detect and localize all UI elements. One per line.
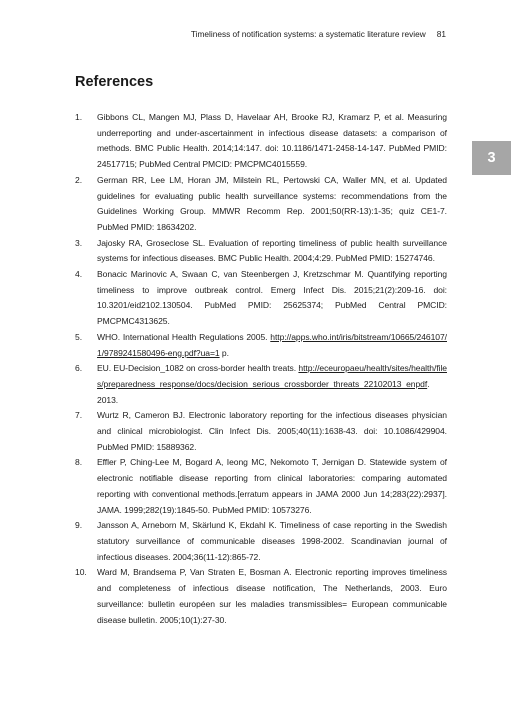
reference-item bbox=[75, 267, 447, 330]
reference-item bbox=[75, 455, 447, 518]
reference-text: Bonacic Marinovic A, Swaan C, van Steenbergen J, Kretzschmar M. Quantifying reporting timeliness to improve outbreak control. Emerg Infect Dis. 2015;21(2):209-16. doi: 10.3201/eid2102.130504. PubMed PMID: 25625374; PubMed Central PMCID: PMCPMC4313625. bbox=[97, 269, 447, 327]
page-number: 81 bbox=[436, 29, 446, 39]
reference-text: Wurtz R, Cameron BJ. Electronic laboratory reporting for the infectious diseases physician and clinical microbiologist. Clin Infect Dis. 2005;40(11):1638-43. doi: 10.1086/429904. PubMed PMID: 15889362. bbox=[97, 410, 447, 452]
reference-text: Jansson A, Arneborn M, Skärlund K, Ekdahl K. Timeliness of case reporting in the Swedish statutory surveillance of communicable diseases 1998-2002. Scandinavian journal of infectious diseases. 2004;36(11-12):865-72. bbox=[97, 520, 447, 562]
reference-tail: . 2013. bbox=[97, 378, 430, 405]
reference-number: 2. bbox=[75, 174, 83, 185]
reference-number: 7. bbox=[75, 410, 83, 421]
reference-number: 4. bbox=[75, 269, 83, 280]
reference-text: Jajosky RA, Groseclose SL. Evaluation of reporting timeliness of public health surveillance systems for infectious diseases. BMC Public Health. 2004;4:29. PubMed PMID: 15274746. bbox=[97, 237, 447, 264]
reference-item bbox=[75, 565, 447, 628]
reference-item bbox=[75, 361, 447, 408]
reference-text: Ward M, Brandsema P, Van Straten E, Bosman A. Electronic reporting improves timeliness and completeness of infectious disease notification, The Netherlands, 2003. Euro surveillance: bulletin européen sur les maladies transmissibles= European communicable disease bulletin. 2005;10(1):27-30. bbox=[97, 567, 447, 625]
running-head bbox=[160, 29, 446, 39]
reference-number: 8. bbox=[75, 457, 83, 468]
reference-tail: p. bbox=[219, 347, 229, 358]
reference-number: 3. bbox=[75, 237, 83, 248]
reference-text: German RR, Lee LM, Horan JM, Milstein RL, Pertowski CA, Waller MN, et al. Updated guidelines for evaluating public health surveillance systems: recommendations from the Guidelines Working Group. MMWR Recomm Rep. 2001;50(RR-13):1-35; quiz CE1-7. PubMed PMID: 18634202. bbox=[97, 174, 447, 232]
reference-text: Effler P, Ching-Lee M, Bogard A, Ieong MC, Nekomoto T, Jernigan D. Statewide system of electronic notifiable disease reporting from clinical laboratories: comparing automated reporting with conventional methods.[erratum appears in JAMA 2000 Jun 14;283(22):2937]. JAMA. 1999;282(19):1845-50. PubMed PMID: 10573276. bbox=[97, 457, 447, 515]
reference-link[interactable]: http://apps.who.int/iris/bitstream/10665/246107/1/9789241580496-eng.pdf?ua=1 bbox=[97, 331, 447, 358]
reference-item bbox=[75, 408, 447, 455]
reference-item bbox=[75, 236, 447, 267]
reference-number: 5. bbox=[75, 331, 83, 342]
chapter-tab: 3 bbox=[472, 141, 511, 175]
reference-item bbox=[75, 110, 447, 173]
reference-text: WHO. International Health Regulations 2005. bbox=[97, 331, 271, 342]
reference-item bbox=[75, 330, 447, 361]
running-head-title: Timeliness of notification systems: a systematic literature review bbox=[190, 29, 426, 39]
references-heading: References bbox=[75, 74, 154, 90]
reference-text: Gibbons CL, Mangen MJ, Plass D, Havelaar AH, Brooke RJ, Kramarz P, et al. Measuring underreporting and under-ascertainment in infectious disease datasets: a comparison of methods. BMC Public Health. 2014;14:147. doi: 10.1186/1471-2458-14-147. PubMed PMID: 24517715; PubMed Central PMCID: PMCPMC4015559. bbox=[97, 112, 447, 170]
reference-item bbox=[75, 518, 447, 565]
reference-number: 1. bbox=[75, 112, 83, 122]
reference-link[interactable]: http://eceuropaeu/health/sites/health/files/preparedness_response/docs/decision_serious_crossborder_threats_22102013_enpdf bbox=[97, 363, 447, 389]
reference-item bbox=[75, 173, 447, 236]
reference-number: 6. bbox=[75, 363, 83, 374]
reference-number: 9. bbox=[75, 520, 83, 531]
reference-list bbox=[75, 110, 447, 628]
reference-number: 10. bbox=[75, 567, 87, 578]
reference-text: EU. EU-Decision_1082 on cross-border health treats. bbox=[97, 363, 299, 374]
